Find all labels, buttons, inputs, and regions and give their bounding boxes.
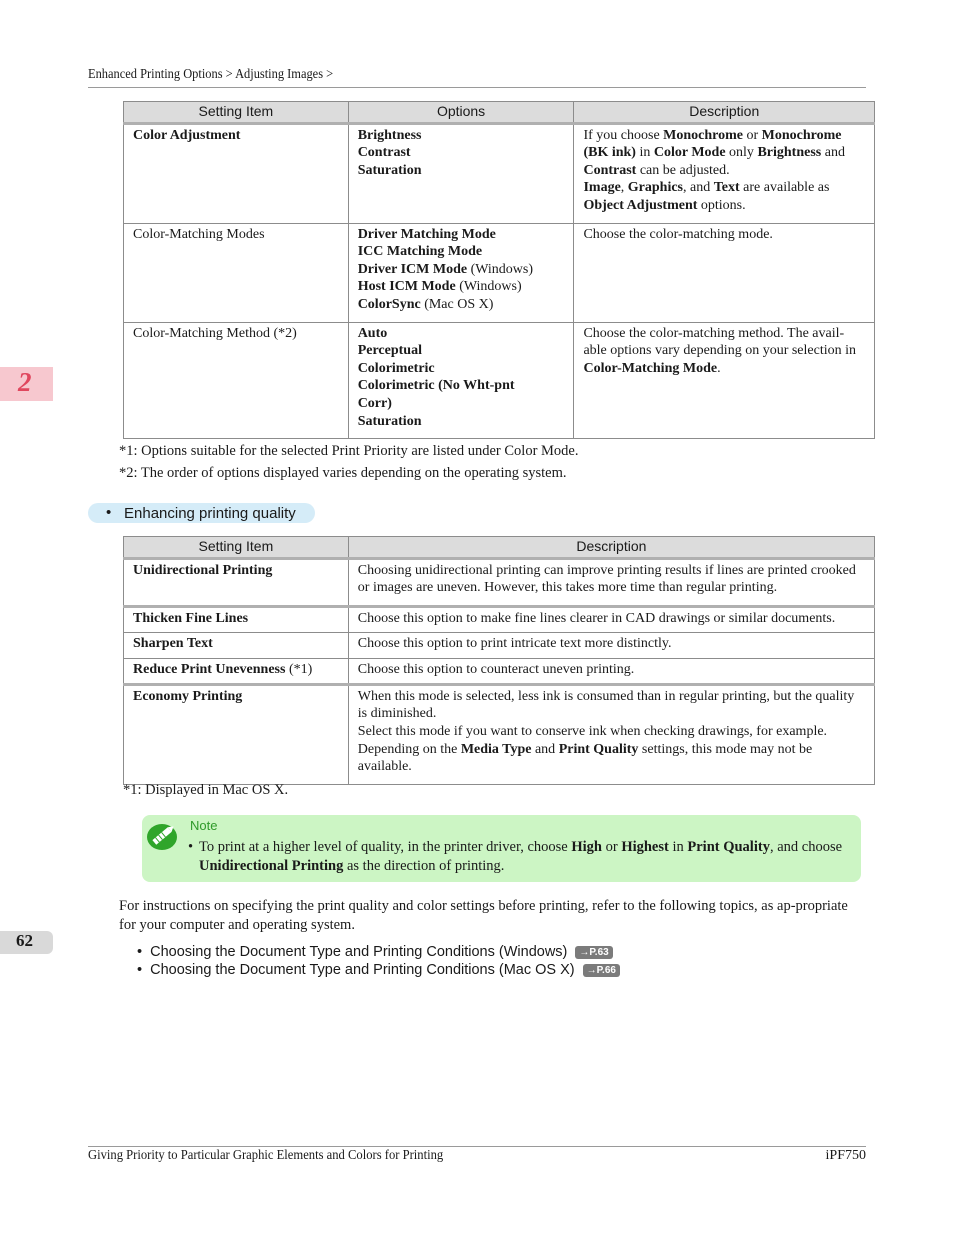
option-bold: Driver Matching Mode: [357, 226, 496, 242]
option-item: [358, 278, 565, 296]
setting-item-name: Color Adjustment: [133, 127, 241, 143]
option-item: Auto: [357, 325, 388, 341]
note-bold: Unidirectional Printing: [199, 858, 344, 874]
description-cell: [348, 684, 874, 784]
desc-text: are available as: [739, 180, 830, 196]
column-header: Options: [348, 102, 574, 124]
table-header-row: [124, 537, 875, 559]
table-row: [124, 223, 875, 322]
option-item: Perceptual: [357, 343, 422, 359]
option-item: [358, 243, 565, 261]
table-row: [124, 684, 875, 784]
description-cell: [574, 223, 875, 322]
desc-text: Choose this option to print intricate text more distinctly.: [357, 635, 672, 651]
desc-text: Choose this option to counteract uneven printing.: [357, 661, 635, 677]
description-cell: [348, 606, 874, 632]
description-cell: [348, 632, 874, 658]
footnote: *1: Options suitable for the selected Print Priority are listed under Color Mode.: [119, 443, 579, 459]
note-span: or: [601, 839, 622, 855]
option-note: (Windows): [467, 261, 533, 277]
quality-settings-table: [123, 536, 875, 785]
section-heading: [88, 503, 315, 523]
option-bold: ICC Matching Mode: [357, 244, 483, 260]
topic-link-mac[interactable]: • Choosing the Document Type and Printing Conditions (Mac OS X) →P.66: [137, 962, 620, 978]
setting-item-name: Color-Matching Method (*2): [133, 325, 297, 341]
table-row: [124, 606, 875, 632]
table-header-row: [124, 102, 875, 124]
footnote: *1: Displayed in Mac OS X.: [123, 782, 289, 798]
option-note: (Windows): [455, 279, 522, 295]
note-label: Note: [190, 818, 218, 833]
footnote: *2: The order of options displayed varies depending on the operating system.: [119, 465, 567, 481]
note-text: [188, 838, 856, 876]
table-row: [124, 632, 875, 658]
option-item: [358, 296, 565, 314]
option-item: Saturation: [357, 162, 422, 178]
desc-text: Select this mode if you want to conserve ink when checking drawings, for example.: [357, 723, 828, 739]
header-rule: [88, 87, 866, 88]
note-body: [199, 838, 856, 876]
desc-text: can be adjusted.: [636, 162, 730, 178]
desc-text: If you choose: [583, 127, 664, 143]
note-span: To print at a higher level of quality, in the printer driver, choose: [199, 839, 572, 855]
desc-bold: Graphics: [627, 180, 684, 196]
setting-item-cell: [124, 558, 349, 606]
option-bold: ColorSync: [357, 296, 421, 312]
desc-text: .: [717, 360, 721, 376]
desc-text: [358, 741, 862, 776]
options-cell: [348, 123, 574, 223]
option-item: Saturation: [357, 413, 422, 429]
desc-text: options.: [697, 197, 746, 213]
desc-text: Choose the color-matching mode.: [583, 226, 773, 242]
desc-text: and: [821, 145, 845, 161]
desc-text: only: [725, 145, 758, 161]
setting-item-suffix: (*1): [285, 661, 313, 677]
setting-item-name: Thicken Fine Lines: [133, 610, 249, 626]
note-span: as the direction of printing.: [343, 858, 505, 874]
note-bold: Print Quality: [687, 839, 770, 855]
desc-text: ,: [620, 180, 628, 196]
desc-bold: Color Mode: [653, 145, 726, 161]
setting-item-name: Economy Printing: [133, 688, 243, 704]
desc-text: in: [635, 145, 654, 161]
column-header: Description: [574, 102, 875, 124]
option-note: (Mac OS X): [420, 296, 494, 312]
option-item: Colorimetric (No Wht-pnt Corr): [357, 378, 515, 411]
option-item: Colorimetric: [357, 360, 435, 376]
desc-bold: Media Type: [460, 741, 532, 757]
options-cell: [348, 322, 574, 439]
note-span: in: [668, 839, 688, 855]
desc-text: Choose the color-matching method. The avail-able options vary depending on your selection in: [583, 325, 857, 359]
option-item: Contrast: [357, 145, 411, 161]
section-heading-text: • Enhancing printing quality: [106, 504, 296, 522]
description-cell: [348, 558, 874, 606]
option-bold: Host ICM Mode: [357, 279, 456, 295]
chapter-number: 2: [18, 367, 32, 397]
description-cell: [574, 322, 875, 439]
desc-bold: Monochrome (BK ink): [583, 127, 842, 161]
footer-model: iPF750: [825, 1148, 866, 1163]
table-row: [124, 558, 875, 606]
note-pencil-icon: [146, 821, 178, 851]
note-box: [142, 815, 861, 882]
setting-item-cell: [124, 632, 349, 658]
setting-item-name: Reduce Print Unevenness: [133, 661, 286, 677]
setting-item-cell: [124, 658, 349, 684]
desc-bold: Brightness: [757, 145, 822, 161]
option-item: [358, 226, 565, 244]
breadcrumb: Enhanced Printing Options > Adjusting Images >: [88, 66, 334, 81]
instructions-paragraph: For instructions on specifying the print quality and color settings before printing, refer to the following topics, as ap-propriate for your computer and operating system.: [119, 898, 848, 933]
page-ref-badge[interactable]: →P.66: [583, 964, 620, 977]
table-row: [124, 123, 875, 223]
column-header: Setting Item: [124, 537, 349, 559]
footer-title: Giving Priority to Particular Graphic Elements and Colors for Printing: [88, 1148, 444, 1163]
desc-text: settings, this mode may not be available.: [357, 741, 813, 775]
color-settings-table: [123, 101, 875, 439]
desc-text: Choosing unidirectional printing can improve printing results if lines are printed crooked or images are uneven. However, this takes more time than regular printing.: [357, 562, 856, 596]
desc-text: Choose this option to make fine lines clearer in CAD drawings or similar documents.: [357, 610, 836, 626]
note-span: , and choose: [769, 839, 843, 855]
footer-rule: [88, 1146, 866, 1147]
desc-bold: Image: [583, 180, 621, 196]
setting-item-cell: [124, 322, 349, 439]
desc-bold: Color-Matching Mode: [583, 360, 718, 376]
note-bullet: •: [188, 839, 194, 855]
option-bold: Driver ICM Mode: [357, 261, 468, 277]
options-cell: [348, 223, 574, 322]
page-ref-badge[interactable]: →P.63: [575, 946, 612, 959]
topic-link-windows[interactable]: • Choosing the Document Type and Printing Conditions (Windows) →P.63: [137, 944, 613, 960]
topic-link-text[interactable]: Choosing the Document Type and Printing Conditions (Windows): [150, 944, 568, 960]
chapter-tab[interactable]: [0, 367, 53, 401]
setting-item-name: Unidirectional Printing: [133, 562, 273, 578]
topic-link-text[interactable]: Choosing the Document Type and Printing Conditions (Mac OS X): [150, 962, 575, 978]
table-row: [124, 322, 875, 439]
setting-item-name: Sharpen Text: [133, 635, 213, 651]
option-item: Brightness: [357, 127, 422, 143]
desc-bold: Contrast: [583, 162, 637, 178]
option-item: [358, 261, 565, 279]
desc-text: , and: [683, 180, 714, 196]
setting-item-cell: [124, 684, 349, 784]
column-header: Setting Item: [124, 102, 349, 124]
desc-text: When this mode is selected, less ink is consumed than in regular printing, but the quality is diminished.: [357, 688, 855, 722]
desc-bold: Monochrome: [663, 127, 743, 143]
note-bold: High: [571, 839, 602, 855]
note-bold: Highest: [621, 839, 669, 855]
desc-bold: Print Quality: [558, 741, 639, 757]
description-cell: [348, 658, 874, 684]
desc-text: and: [531, 741, 559, 757]
setting-item-name: Color-Matching Modes: [133, 226, 265, 242]
column-header: Description: [348, 537, 874, 559]
page-number: 62: [16, 931, 33, 950]
desc-bold: Object Adjustment: [583, 197, 698, 213]
desc-text: or: [743, 127, 762, 143]
description-cell: [574, 123, 875, 223]
desc-bold: Text: [713, 180, 740, 196]
table-row: [124, 658, 875, 684]
section-heading-label: Enhancing printing quality: [124, 505, 296, 522]
setting-item-cell: [124, 223, 349, 322]
page-number-tab: [0, 931, 53, 954]
setting-item-cell: [124, 123, 349, 223]
desc-text: Depending on the: [357, 741, 461, 757]
setting-item-cell: [124, 606, 349, 632]
